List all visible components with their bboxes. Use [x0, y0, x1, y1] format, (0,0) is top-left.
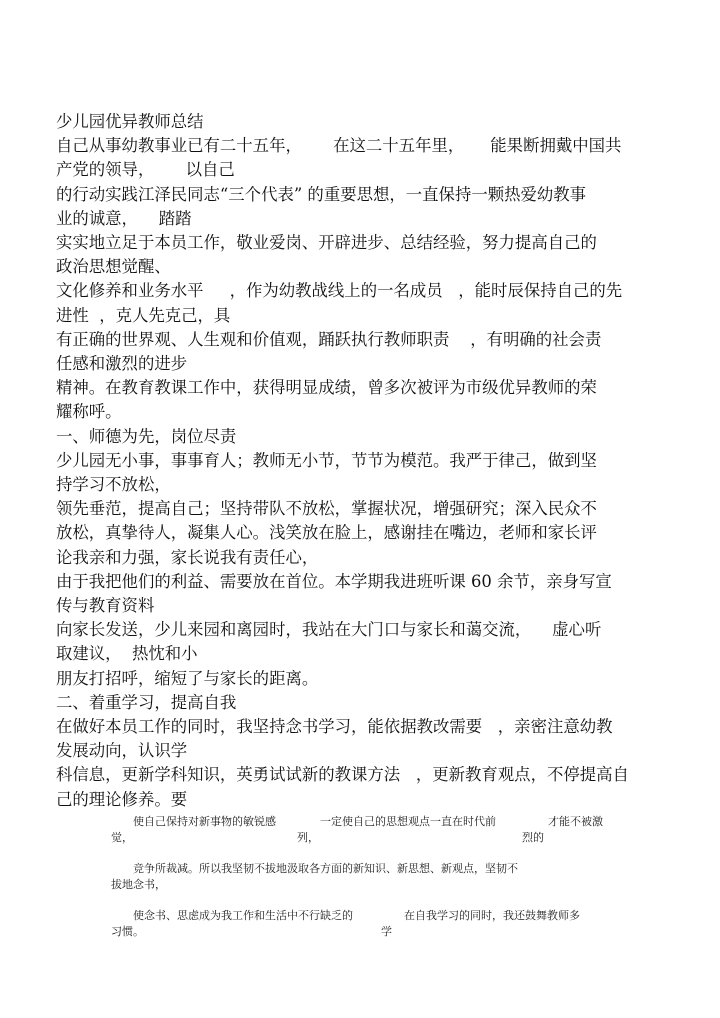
- text-line: 有正确的世界观、人生观和价值观，踊跃执行教师职责 ，有明确的社会责: [56, 329, 602, 349]
- text-line: 文化修养和业务水平 ，作为幼教战线上的一名成员 ，能时辰保持自己的先: [56, 281, 623, 301]
- text-line: 传与教育资料: [56, 596, 155, 616]
- text-line: 论我亲和力强，家长说我有责任心，: [56, 547, 319, 567]
- text-line: 在做好本员工作的同时，我坚持念书学习，能依据教改需要 ，亲密注意幼教: [56, 717, 613, 737]
- small-text-line: 觉，: [111, 831, 133, 844]
- section-heading: 二、着重学习，提高自我: [56, 692, 237, 712]
- text-line: 的行动实践江泽民同志“三个代表” 的重要思想，一直保持一颗热爱幼教事: [56, 184, 587, 204]
- text-line: 己的理论修养。要: [56, 789, 188, 809]
- small-text-line: 列，: [297, 831, 319, 844]
- small-text-line: 在自我学习的同时，我还鼓舞教师多: [404, 909, 580, 922]
- small-text-line: 才能不被激: [548, 815, 603, 828]
- small-text-line: 习惯。: [111, 925, 144, 938]
- small-text-line: 使自己保持对新事物的敏锐感: [133, 815, 276, 828]
- text-line: 进性 ，克人先克己，具: [56, 305, 231, 325]
- small-text-line: 学: [381, 925, 392, 938]
- document-title: 少儿园优异教师总结: [56, 112, 204, 131]
- text-line: 精神。在教育教课工作中，获得明显成绩，曾多次被评为市级优异教师的荣: [56, 378, 597, 398]
- small-text-line: 使念书、思虑成为我工作和生活中不行缺乏的: [133, 909, 353, 922]
- section-heading: 一、师德为先，岗位尽责: [56, 426, 237, 446]
- text-line: 放松，真挚待人，凝集人心。浅笑放在脸上，感谢挂在嘴边，老师和家长评: [56, 523, 597, 543]
- text-line: 科信息，更新学科知识，英勇试试新的教课方法 ，更新教育观点，不停提高自: [56, 765, 629, 785]
- text-line: 少儿园无小事，事事育人；教师无小节，节节为模范。我严于律己，做到坚: [56, 450, 597, 470]
- text-line: 任感和激烈的进步: [56, 354, 188, 374]
- text-line: 向家长发送，少儿来园和离园时，我站在大门口与家长和蔼交流， 虚心听: [56, 620, 602, 640]
- text-line: 政治思想觉醒、: [56, 257, 171, 277]
- text-line: 由于我把他们的利益、需要放在首位。本学期我进班听课 60 余节，亲身写宣: [56, 571, 612, 591]
- text-line: 朋友打招呼，缩短了与家长的距离。: [56, 668, 319, 688]
- document-body: [56, 110, 666, 812]
- small-text-line: 烈的: [522, 831, 544, 844]
- text-line: 取建议， 热忱和小: [56, 644, 198, 664]
- small-text-line: 一定使自己的思想观点一直在时代前: [320, 815, 496, 828]
- text-line: 耀称呼。: [56, 402, 122, 422]
- text-line: 产党的领导， 以自己: [56, 160, 235, 180]
- text-line: 持学习不放松，: [56, 475, 171, 495]
- text-line: 发展动向，认识学: [56, 741, 188, 761]
- text-line: 领先垂范，提高自己；坚持带队不放松，掌握状况，增强研究；深入民众不: [56, 499, 597, 519]
- text-line: 实实地立足于本员工作，敬业爱岗、开辟进步、总结经验，努力提高自己的: [56, 233, 597, 253]
- small-text-line: 拔地念书，: [111, 878, 166, 891]
- text-line: 业的诚意， 踏踏: [56, 208, 192, 228]
- text-line: 自己从事幼教事业已有二十五年， 在这二十五年里， 能果断拥戴中国共: [56, 136, 622, 156]
- small-text-line: 竞争所裁减。所以我坚韧不拔地汲取各方面的新知识、新思想、新观点，坚韧不: [133, 862, 518, 875]
